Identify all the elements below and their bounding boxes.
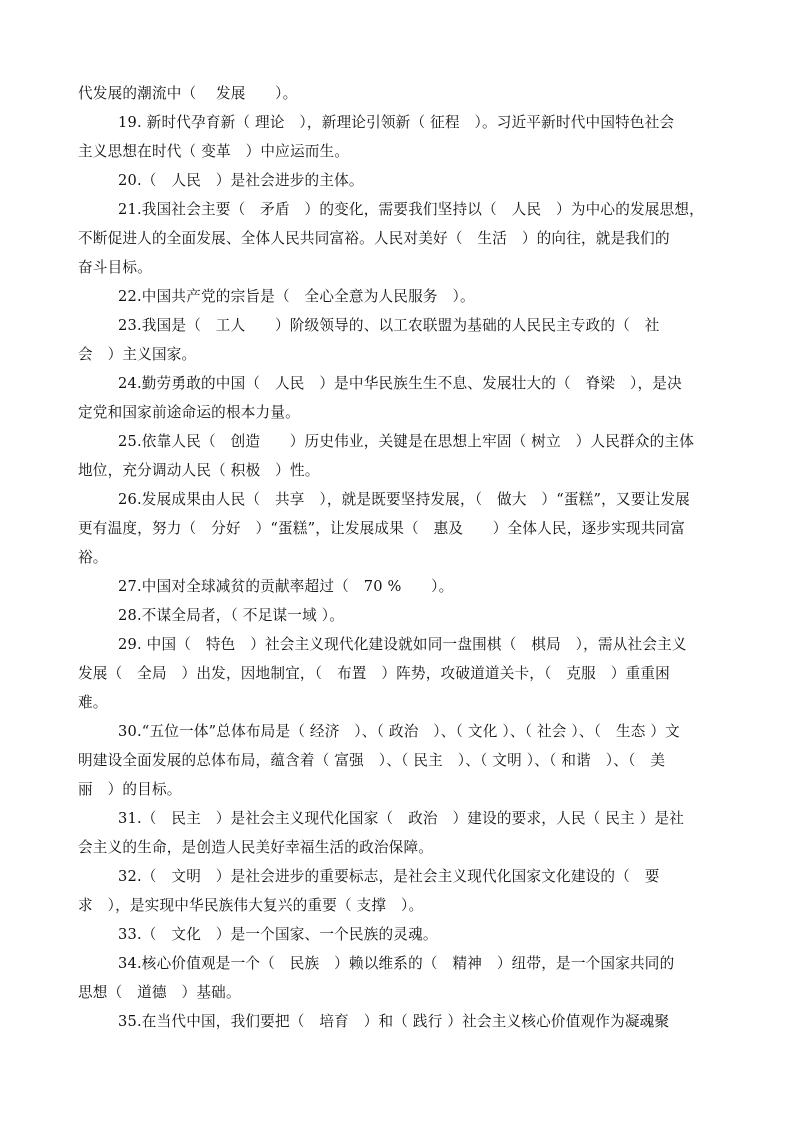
text-line: 24.勤劳勇敢的中国（ 人民 ）是中华民族生生不息、发展壮大的（ 脊梁 ），是决 bbox=[118, 375, 682, 392]
text-line: 33.（ 文化 ）是一个国家、一个民族的灵魂。 bbox=[118, 926, 438, 943]
text-line: 23.我国是（ 工人 ）阶级领导的、以工农联盟为基础的人民民主专政的（ 社 bbox=[118, 317, 660, 334]
text-line: 裕。 bbox=[78, 549, 108, 566]
text-line: 难。 bbox=[78, 694, 108, 711]
text-line: 22.中国共产党的宗旨是（ 全心全意为人民服务 ）。 bbox=[118, 288, 475, 305]
text-line: 26.发展成果由人民（ 共享 ），就是既要坚持发展，（ 做大 ）“蛋糕”，又要让发展 bbox=[118, 491, 690, 508]
text-line: 主义思想在时代（ 变革 ）中应运而生。 bbox=[78, 143, 350, 160]
text-line: 28.不谋全局者，（ 不足谋一域 ）。 bbox=[118, 607, 345, 624]
text-line: 丽 ）的目标。 bbox=[78, 781, 182, 798]
text-line: 发展（ 全局 ）出发，因地制宜，（ 布置 ）阵势，攻破道道关卡，（ 克服 ）重重困 bbox=[78, 665, 670, 682]
text-line: 25.依靠人民（ 创造 ）历史伟业，关键是在思想上牢固（ 树立 ）人民群众的主体 bbox=[118, 433, 695, 450]
text-line: 29. 中国（ 特色 ）社会主义现代化建设就如同一盘围棋（ 棋局 ），需从社会主义 bbox=[118, 636, 687, 653]
text-line: 奋斗目标。 bbox=[78, 259, 152, 276]
text-line: 32.（ 文明 ）是社会进步的重要标志，是社会主义现代化国家文化建设的（ 要 bbox=[118, 868, 660, 885]
text-line: 21.我国社会主要（ 矛盾 ）的变化，需要我们坚持以（ 人民 ）为中心的发展思想， bbox=[118, 201, 704, 218]
text-line: 明建设全面发展的总体布局，蕴含着（ 富强 ）、（ 民主 ）、（ 文明 ）、（ 和谐 ）、（ 美 bbox=[78, 752, 666, 769]
text-line: 求 ），是实现中华民族伟大复兴的重要（ 支撑 ）。 bbox=[78, 897, 424, 914]
text-line: 定党和国家前途命运的根本力量。 bbox=[78, 404, 300, 421]
text-line: 会 ）主义国家。 bbox=[78, 346, 197, 363]
text-line: 不断促进人的全面发展、全体人民共同富裕。人民对美好（ 生活 ）的向往，就是我们的 bbox=[78, 230, 670, 247]
text-line: 思想（ 道德 ）基础。 bbox=[78, 984, 241, 1001]
text-line: 30.“五位一体”总体布局是（ 经济 ）、（ 政治 ）、（ 文化 ）、（ 社会 ）、（ 生态 ）文 bbox=[118, 723, 680, 740]
text-line: 27.中国对全球减贫的贡献率超过（ 70 % ）。 bbox=[118, 578, 454, 595]
text-line: 更有温度，努力（ 分好 ）“蛋糕”，让发展成果（ 惠及 ）全体人民，逐步实现共同富 bbox=[78, 520, 686, 537]
text-line: 会主义的生命，是创造人民美好幸福生活的政治保障。 bbox=[78, 839, 434, 856]
text-line: 35.在当代中国，我们要把（ 培育 ）和（ 践行 ）社会主义核心价值观作为凝魂聚 bbox=[118, 1013, 670, 1030]
text-line: 34.核心价值观是一个（ 民族 ）赖以维系的（ 精神 ）纽带，是一个国家共同的 bbox=[118, 955, 675, 972]
text-line: 19. 新时代孕育新（ 理论 ），新理论引领新（ 征程 ）。习近平新时代中国特色社会 bbox=[118, 114, 675, 131]
document-page bbox=[78, 79, 718, 1036]
text-line: 31.（ 民主 ）是社会主义现代化国家（ 政治 ）建设的要求，人民（ 民主 ）是社 bbox=[118, 810, 685, 827]
text-line: 地位，充分调动人民（ 积极 ）性。 bbox=[78, 462, 320, 479]
text-line: 20.（ 人民 ）是社会进步的主体。 bbox=[118, 172, 364, 189]
text-line: 代发展的潮流中（ 发展 ）。 bbox=[78, 85, 298, 102]
